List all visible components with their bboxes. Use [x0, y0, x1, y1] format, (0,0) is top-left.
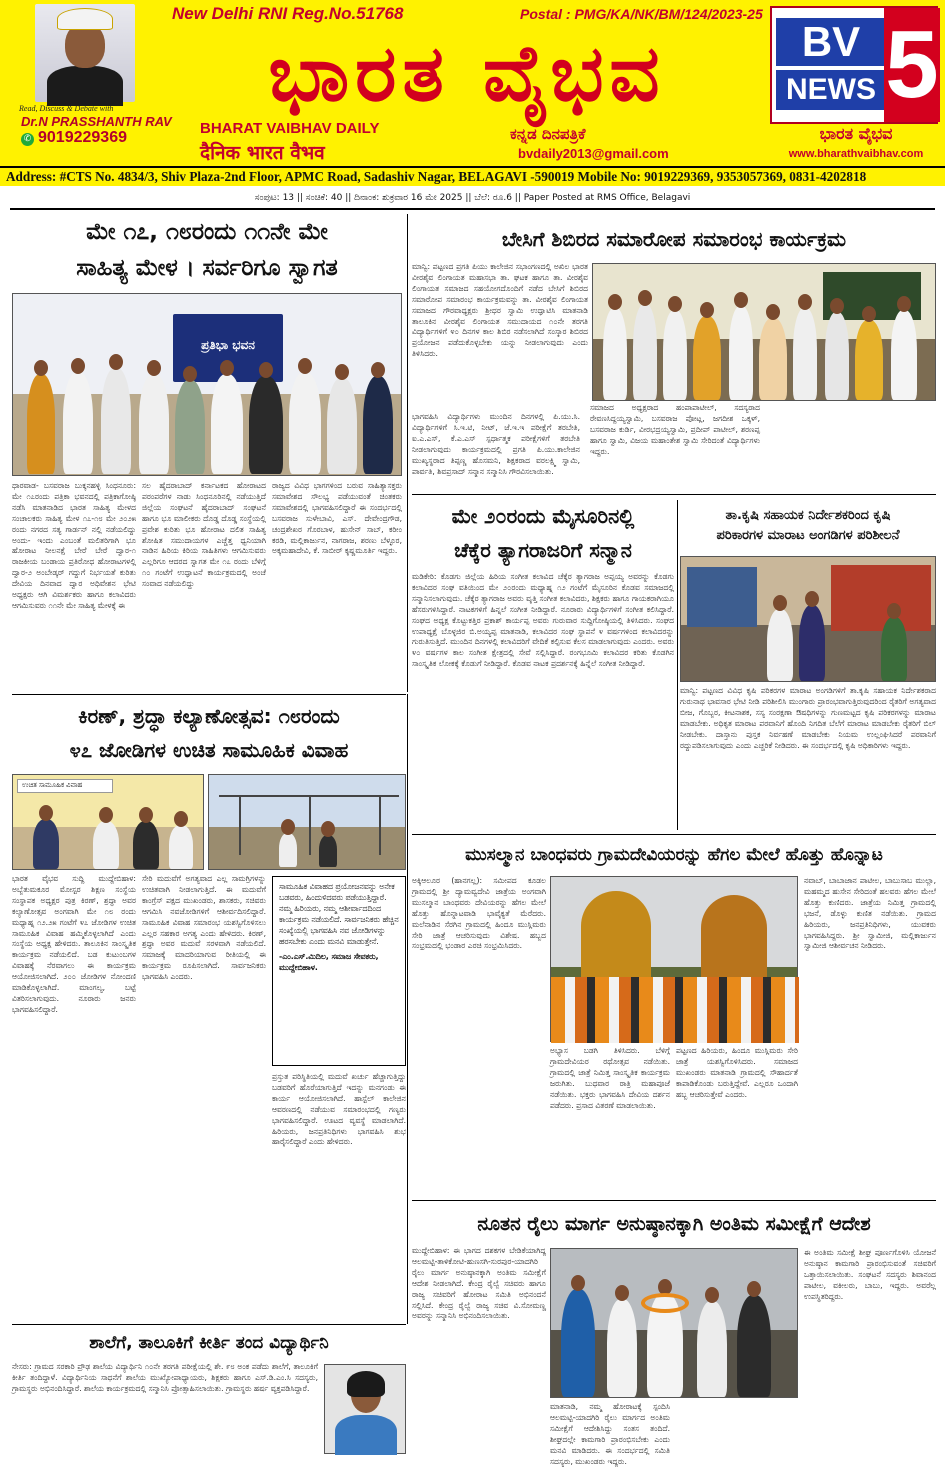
- quote-box: [272, 876, 406, 1066]
- whatsapp-icon: ✆: [21, 133, 34, 146]
- article-photo: [592, 263, 936, 401]
- rni-registration: New Delhi RNI Reg.No.51768: [172, 4, 404, 23]
- article-body: ಪಟ್ಟಣದ ಹಿರಿಯರು, ಹಿಂದೂ ಮುಸ್ಲಿಮರು ಸೇರಿ ಜಾತ್ರೆ ಯಶಸ್ವಿಗೊಳಿಸಿದರು. ಸಮಾಜದ ಮುಖಂಡರು ಮಾತನಾಡಿ ಗ್ರಾಮದಲ್ಲಿ ಸೌಹಾರ್ದತೆ ಕಾಪಾಡಿಕೊಂಡು ಬರುತ್ತಿದ್ದೇವೆ. ಎಲ್ಲರೂ ಒಂದಾಗಿ ಹಬ್ಬ ಆಚರಿಸುತ್ತೇವೆ ಎಂದರು.: [676, 1046, 798, 1099]
- article-photo: [12, 774, 204, 870]
- postal-registration: Postal : PMG/KA/NK/BM/124/2023-25: [520, 6, 763, 22]
- article-headline: ತಾ.ಕೃಷಿ ಸಹಾಯಕ ನಿರ್ದೇಶಕರಿಂದ ಕೃಷಿ: [725, 508, 891, 523]
- article-headline: ಶಾಲೆಗೆ, ತಾಲೂಕಿಗೆ ಕೀರ್ತಿ ತಂದ ವಿದ್ಯಾರ್ಥಿನಿ: [89, 1333, 329, 1353]
- quote-text: ಸಾಮೂಹಿಕ ವಿವಾಹದ ಪ್ರಯೋಜನವನ್ನು ಅನೇಕ ಬಡವರು, ಹಿಂದುಳಿದವರು ಪಡೆಯುತ್ತಿದ್ದಾರೆ. ನಮ್ಮ ಹಿರಿಯರು, ನಮ್ಮ ಆಶೀರ್ವಾದದಿಂದ ಕಾರ್ಯಕ್ರಮ ನಡೆಯಲಿದೆ. ಸಾರ್ವಜನಿಕರು ಹೆಚ್ಚಿನ ಸಂಖ್ಯೆಯಲ್ಲಿ ಭಾಗವಹಿಸಿ ನವ ಜೋಡಿಗಳನ್ನು ಹರಸಬೇಕು ಎಂದು ಮನವಿ ಮಾಡುತ್ತೇನೆ.: [279, 882, 399, 946]
- article-body: ಸಲ ಹೈದರಾಬಾದ್ ಕರ್ನಾಟಕದ ಹೋರಾಟದ ಪರಂಪರೆಗಳ ನಾಡು ಸಿಂಧನೂರಿನಲ್ಲಿ ನಡೆಯುತ್ತಿದೆ ಜಿಲ್ಲೆಯ ಸಂಘಟನೆ ಹೈದರಾಬಾದ್ ಸಂಘಟನೆ ಹಾಗೂ ಭೂ ಮಾಲೀಕರು ದೊಡ್ಡ ದೊಡ್ಡ ಸಂಸ್ಥೆಯಲ್ಲಿ ಪ್ರವೇಶ ಕುರಿತು ಭೂ ಹೋರಾಟ ದಲಿತ ಸಾಹಿತ್ಯ ಶೋಷಿತ ಸಮುದಾಯಗಳ ಎಚ್ಚೆತ್ತ ಧ್ವನಿಯಾಗಿ ನಾಡಿನ ಹಿರಿಯ ಕಿರಿಯ ಸಾಹಿತಿಗಳು ಆಗಮಿಸುವರು ಎಲ್ಲರಿಗೂ ಆದರದ ಸ್ವಾಗತ ಮೇ ೧೭ ರಂದು ಬೆಳಿಗ್ಗೆ ೧೦ ಗಂಟೆಗೆ ಉದ್ಘಾಟನೆ ಕಾರ್ಯಕ್ರಮದಲ್ಲಿ ಅಂಚೆ ಸಂವಾದ ನಡೆಯಲಿದ್ದು: [142, 481, 266, 589]
- newspaper-title: ಭಾರತ ವೈಭವ: [268, 29, 666, 119]
- issue-info: ಸಂಪುಟ: 13 || ಸಂಚಿಕೆ: 40 || ದಿನಾಂಕ: ಶುಕ್ರವಾರ 16 ಮೇ 2025 || ಬೆಲೆ: ರೂ.6 || Paper Posted at RMS Office, Belagavi: [254, 193, 691, 203]
- email[interactable]: bvdaily2013@gmail.com: [518, 146, 669, 161]
- article-body: ಸಮಾಜದ ಅಧ್ಯಕ್ಷರಾದ ಹಂಪಾಪಾಟೀಲ್, ಸದಸ್ಯರಾದ ರೇವಣಸಿದ್ದಯ್ಯಸ್ವಾಮಿ, ಬಸವರಾಜ ಪೋಟ್ಲ, ಜಗದೀಶ ಒಕ್ಕಳ್, ಬಸವರಾಜ ಕುರ್ಡಿ, ವೀರಭದ್ರಯ್ಯಸ್ವಾಮಿ, ಪ್ರದೀಪ್ ಪಾಟೀಲ್, ಶರಣಪ್ಪ ಹಾಗೂ ಸ್ವಾಮಿ, ವಿಜಯ ಮಹಾಂತೇಶ ಸ್ವಾಮಿ ಸೇರಿದಂತೆ ವಿದ್ಯಾರ್ಥಿಗಳು ಇದ್ದರು.: [590, 403, 760, 456]
- banner-text: ಪ್ರತಿಭಾ ಭವನ: [201, 338, 255, 352]
- article-headline: ಮುಸಲ್ಮಾನ ಬಾಂಧವರು ಗ್ರಾಮದೇವಿಯರನ್ನು ಹೆಗಲ ಮೇಲೆ ಹೊತ್ತು ಹೊನ್ನಾಟ: [465, 845, 883, 865]
- article-headline: ಬೇಸಿಗೆ ಶಿಬಿರದ ಸಮಾರೋಪ ಸಮಾರಂಭ ಕಾರ್ಯಕ್ರಮ: [501, 227, 847, 251]
- shelf: [687, 567, 757, 627]
- address-bar: Address: #CTS No. 4834/3, Shiv Plaza-2nd Floor, APMC Road, Sadashiv Nagar, BELAGAVI -590019 Mobile No: 9019229369, 9353057369, 0831-4202818: [0, 166, 945, 186]
- article-photo: [208, 774, 406, 870]
- owner-photo: [35, 4, 135, 102]
- article-headline: ಮೇ ೧೭, ೧೮ರಂದು ೧೧ನೇ ಮೇ: [86, 219, 328, 245]
- quote-credit: -ಎಂ.ಎಸ್.ಮಿದಿಲ, ಸಮಾಜ ಸೇವಕರು, ಮುದ್ದೇಬಿಹಾಳ.: [279, 952, 379, 972]
- column-divider: [407, 694, 408, 1324]
- article-body: ಅಕ್ಕಿಆಲೂರ (ಹಾನಗಲ್ಲ): ಸಮೀಪದ ಕೂಡಲ ಗ್ರಾಮದಲ್ಲಿ ಶ್ರೀ ದ್ಯಾಮವ್ವದೇವಿ ಜಾತ್ರೆಯ ಅಂಗವಾಗಿ ಮುಸಲ್ಮಾನ ಬಾಂಧವರು ದೇವಿಯರನ್ನು ಹೆಗಲ ಮೇಲೆ ಹೊತ್ತು ಹೊನ್ನಾಟವಾಡಿ ಭಾವೈಕ್ಯತೆ ಮೆರೆದರು. ಮಲೆನಾಡಿನ ಸೆರಗಿನ ಗ್ರಾಮದಲ್ಲಿ ಹಿಂದೂ ಮುಸ್ಲಿಮರು ಸೇರಿ ಜಾತ್ರೆ ಆಚರಿಸುವುದು ವಿಶೇಷ. ಹಬ್ಬದ ಸಂಭ್ರಮದಲ್ಲಿ ಭಂಡಾರ ಎರಚಿ ಸಂಭ್ರಮಿಸಿದರು.: [412, 876, 546, 951]
- divider: [412, 1200, 936, 1201]
- article-headline: ಮೇ ೨೦ರಂದು ಮೈಸೂರಿನಲ್ಲಿ: [451, 504, 635, 528]
- deity-palanquin: [581, 891, 651, 981]
- article-body: ಈ ಅಂತಿಮ ಸಮೀಕ್ಷೆ ಶೀಘ್ರ ಪೂರ್ಣಗೊಳಿಸಿ ಯೋಜನೆ ಅನುಷ್ಠಾನ ಕಾಮಗಾರಿ ಪ್ರಾರಂಭಿಸುವಂತೆ ಸಚಿವರಿಗೆ ಒತ್ತಾಯಿಸಲಾಯಿತು. ಸಂಘಟನೆ ಸದಸ್ಯರು ಶಿವಾನಂದ ಪಾಟೀಲ, ವಕೀಲರು, ಬಾಬು, ಇದ್ದರು. ಅವರೆಲ್ಲ ಉಪಸ್ಥಿತರಿದ್ದರು.: [804, 1248, 936, 1301]
- article-body: ಮಡಿಕೇರಿ: ಕೊಡಗು ಜಿಲ್ಲೆಯ ಹಿರಿಯ ಸಂಗೀತ ಕಲಾವಿದ ಚೆಕ್ಕೆರ ತ್ಯಾಗರಾಜ ಅಪ್ಪಯ್ಯ ಅವರನ್ನು ಕೊಡಗು ಕಲಾವಿದರ ಸಂಘ ವತಿಯಿಂದ ಮೇ ೨೦ರಂದು ಮಧ್ಯಾಹ್ನ ೧೨ ಗಂಟೆಗೆ ಮೈಸೂರಿನ ಕೊಡವ ಸಮಾಜದಲ್ಲಿ ಸನ್ಮಾನಿಸಲಾಗುವುದು. ಚೆಕ್ಕೆರ ತ್ಯಾಗರಾಜ ಅವರು ವೃತ್ತಿ ಸಂಗೀತ ಕಲಾವಿದರು, ಶಿಕ್ಷಕರು ಹಾಗೂ ಗಾಯಕರಾಗಿಯೂ ಹೆಸರುಗಳಿಸಿದ್ದಾರೆ. ನಾಟಕಗಳಿಗೆ ಹಿನ್ನಲೆ ಸಂಗೀತ ನೀಡಿದ್ದಾರೆ. ನೂರಾರು ವಿದ್ಯಾರ್ಥಿಗಳಿಗೆ ಸಂಗೀತ ಕಲಿಸಿದ್ದಾರೆ. ಸಂಘದ ಅಧ್ಯಕ್ಷ ಕೊಟ್ಟುಕತ್ತಿರ ಪ್ರಕಾಶ್ ಕಾರ್ಯಪ್ಪ ಅವರು ಗುರುವಾರ ಸುದ್ದಿಗೋಷ್ಠಿಯಲ್ಲಿ ತಿಳಿಸಿದರು. ಸಂಘದ ಉಪಾಧ್ಯಕ್ಷೆ ಬೊಳ್ಳಜಿರ ಬಿ.ಅಯ್ಯಪ್ಪ ಮಾತನಾಡಿ, ಕಲಾವಿದರ ಸಂಘ ಸ್ಥಾಪನೆ ೪ ವರ್ಷಗಳಿಂದ ಕಲಾವಿದರನ್ನು ಗುರುತಿಸುತ್ತಿದೆ. ಮುಂದಿನ ದಿನಗಳಲ್ಲಿ ಕಲಾವಿದರಿಗೆ ವೇದಿಕೆ ಕಲ್ಪಿಸುವ ಕೆಲಸ ಮಾಡಲಾಗುವುದು ಎಂದರು. ಅವರು ೪೦ ವರ್ಷಗಳ ಕಾಲ ಸಂಗೀತ ಕ್ಷೇತ್ರದಲ್ಲಿ ಸೇವೆ ಸಲ್ಲಿಸಿದ್ದಾರೆ. ರಂಗಭೂಮಿ ಕಲಾವಿದರ ಕರಿತು ಕೊಡಗಿನ ಸಾಂಸ್ಕೃತಿಕ ಲೋಕಕ್ಕೆ ಕೊಡುಗೆ ನೀಡಿದ್ದಾರೆ. ಕೊಡವ ನಾಟಕ ಪ್ರದರ್ಶನಕ್ಕೆ ಹಿನ್ನೆಲೆ ಸಂಗೀತ ನೀಡಿದ್ದಾರೆ.: [412, 572, 674, 669]
- logo-news-text: NEWS: [776, 70, 886, 110]
- article-body: ಧಾರವಾಡ- ಬಸವರಾಜ ಬುಕ್ಕನಹಳ್ಳಿ ಸಿಂಧನೂರು: ಮೇ ೧೭ರಂದು ಪತ್ರಿಕಾ ಭವನದಲ್ಲಿ ಪತ್ರಿಕಾಗೋಷ್ಠಿ ನಡೆಸಿ ಮಾತನಾಡಿದ ಭಾರತ ಸಾಹಿತ್ಯ ಮೇಳದ ಸಂಚಾಲಕರು ಸಾಹಿತ್ಯ ಮೇಳ ೧೭-೧೮ ಮೇ ೨೦೨೫ ರಂದು ನಗರದ ಸತ್ಯ ಗಾರ್ಡನ್ ನಲ್ಲಿ ನಡೆಯಲಿದ್ದು ಅಂದು- ಇಂದು ಎಂಬಂತೆ ಮಲಿತರಿಗಾಗಿ ಭೂ ಹೋರಾಟ ನೀಲನಕ್ಷೆ ಬೇರೆ ಬೇರೆ ದ್ವಾರ-೧ ರಾಜಕೀಯ ಬಂಡಾಯ ಪ್ರತಿರೋಧ ಹೋರಾಟಗಳಲ್ಲಿ ದ್ವಾರ-೨ ಅಂಬೇಡ್ಕರ್ ಗದ್ದುಗೆ ನಿರ್ಭಯತೆ ಕುರಿತು ದೇವಿಯ ದಿನವಾದ ದ್ವಾರ ಅಧಿವೇಶನ ಭೇಟಿ ಅಧ್ಯಕ್ಷರು ಆಗಿ ವಿಮರ್ಶಕರು ಹಾಗೂ ಕಲಾವಿದರು ಆಗಮಿಸುವರು ೧೧ನೇ ಮೇ ಸಾಹಿತ್ಯ ಮೇಳಕ್ಕೆ ಈ: [12, 481, 136, 610]
- newspaper-title-english: BHARAT VAIBHAV DAILY: [200, 120, 380, 137]
- article-headline: ಪರಿಕಾರಗಳ ಮಾರಾಟ ಅಂಗಡಿಗಳ ಪರಿಶೀಲನೆ: [716, 528, 900, 543]
- column-divider: [407, 214, 408, 692]
- owner-tagline: Read, Discuss & Debate with: [19, 104, 114, 113]
- article-headline: ೪೭ ಜೋಡಿಗಳ ಉಚಿತ ಸಾಮೂಹಿಕ ವಿವಾಹ: [69, 738, 349, 762]
- photo-banner: ಉಚಿತ ಸಾಮೂಹಿಕ ವಿವಾಹ: [17, 779, 113, 793]
- article-body: ಮುದ್ದೇಬಿಹಾಳ: ಈ ಭಾಗದ ದಶಕಗಳ ಬೇಡಿಕೆಯಾಗಿದ್ದ ಆಲಮಟ್ಟಿ-ತಾಳಿಕೋಟಿ-ಹುಣಸಗಿ-ಸುರಪುರ-ಯಾದಗಿರಿ ರೈಲು ಮಾರ್ಗ ಅನುಷ್ಠಾನಕ್ಕಾಗಿ ಅಂತಿಮ ಸಮೀಕ್ಷೆಗೆ ಆದೇಶ ನೀಡಲಾಗಿದೆ. ಕೇಂದ್ರ ರೈಲ್ವೆ ಸಚಿವರು ಹಾಗೂ ರಾಜ್ಯ ಸಚಿವರಿಗೆ ಹೋರಾಟ ಸಮಿತಿ ಅಭಿನಂದನೆ ಸಲ್ಲಿಸಿದೆ. ಕೇಂದ್ರ ರೈಲ್ವೆ ರಾಜ್ಯ ಸಚಿವ ವಿ.ಸೋಮಣ್ಣ ಅವರನ್ನು ಸನ್ಮಾನಿಸಿ ಅಭಿನಂದಿಸಲಾಯಿತು.: [412, 1246, 546, 1321]
- article-headline: ಕಿರಣ್, ಶ್ರದ್ಧಾ ಕಲ್ಯಾಣೋತ್ಸವ: ೧೮ರಂದು: [78, 704, 340, 728]
- shelf: [831, 565, 931, 631]
- article-body: ನೇಸರು: ಗ್ರಾಮದ ಸರಕಾರಿ ಪ್ರೌಢ ಶಾಲೆಯ ವಿದ್ಯಾರ್ಥಿನಿ ೧೦ನೇ ತರಗತಿ ಪರೀಕ್ಷೆಯಲ್ಲಿ ಶೇ. ೯೮ ಅಂಕ ಪಡೆದು ಶಾಲೆಗೆ, ತಾಲೂಕಿಗೆ ಕೀರ್ತಿ ತಂದಿದ್ದಾಳೆ. ವಿದ್ಯಾರ್ಥಿನಿಯ ಸಾಧನೆಗೆ ಶಾಲೆಯ ಮುಖ್ಯೋಪಾಧ್ಯಾಯರು, ಶಿಕ್ಷಕರು ಹಾಗೂ ಎಸ್.ಡಿ.ಎಂ.ಸಿ ಸದಸ್ಯರು, ಗ್ರಾಮಸ್ಥರು ಅಭಿನಂದಿಸಿದ್ದಾರೆ. ಶಾಲೆಯ ಕಾರ್ಯಕ್ರಮದಲ್ಲಿ ಸನ್ಮಾನಿಸಿ ಪ್ರೋತ್ಸಾಹಿಸಲಾಯಿತು. ಗ್ರಾಮಸ್ಥರು ಹರ್ಷ ವ್ಯಕ್ತಪಡಿಸಿದ್ದಾರೆ.: [12, 1362, 318, 1393]
- owner-box: [7, 4, 172, 164]
- website-link[interactable]: www.bharathvaibhav.com: [788, 148, 924, 160]
- newspaper-title-hindi: दैनिक भारत वैभव: [200, 142, 325, 164]
- deity-palanquin: [701, 895, 767, 981]
- owner-name: Dr.N PRASSHANTH RAV: [21, 114, 172, 129]
- article-body: ಪ್ರಸ್ತುತ ಪರಿಸ್ಥಿತಿಯಲ್ಲಿ ಮದುವೆ ಖರ್ಚು ಹೆಚ್ಚಾಗುತ್ತಿದ್ದು ಬಡವರಿಗೆ ಹೊರೆಯಾಗುತ್ತಿದೆ ಇದನ್ನು ಮನಗಂಡು ಈ ಕಾರ್ಯ ಆಯೋಜಿಸಲಾಗಿದೆ. ಹಾಸ್ಟೆಲ್ ಕಾಲೇಜಿನ ಆವರಣದಲ್ಲಿ ನಡೆಯುವ ಸಮಾರಂಭದಲ್ಲಿ ಗಣ್ಯರು ಭಾಗವಹಿಸಲಿದ್ದಾರೆ. ಊಟದ ವ್ಯವಸ್ಥೆ ಮಾಡಲಾಗಿದೆ. ಹಿರಿಯರು, ಜನಪ್ರತಿನಿಧಿಗಳು ಭಾಗವಹಿಸಿ ಶುಭ ಹಾರೈಸಲಿದ್ದಾರೆ ಎಂದು ಹೇಳಿದರು.: [272, 1072, 406, 1147]
- article-photo: [12, 293, 402, 476]
- article-body: ಸೇರಿ ಮದುವೆಗೆ ಅಗತ್ಯವಾದ ಎಲ್ಲ ಸಾಮಗ್ರಿಗಳನ್ನು ಉಚಿತವಾಗಿ ನೀಡಲಾಗುತ್ತಿದೆ. ಈ ಮದುವೆಗೆ ಕಾಂಗ್ರೆಸ್ ಪಕ್ಷದ ಮುಖಂಡರು, ಶಾಸಕರು, ಸಚಿವರು ಆಗಮಿಸಿ ನವಜೋಡಿಗಳಿಗೆ ಆಶೀರ್ವದಿಸಲಿದ್ದಾರೆ. ಸಾಮೂಹಿಕ ವಿವಾಹ ಸಮಾರಂಭ ಯಶಸ್ವಿಗೊಳಿಸಲು ಎಲ್ಲರ ಸಹಕಾರ ಅಗತ್ಯ ಎಂದು ಹೇಳಿದರು. ಕಿರಣ್, ಶ್ರದ್ಧಾ ಅವರ ಮದುವೆ ಸರಳವಾಗಿ ನಡೆಯಲಿದೆ. ಸಮಾಜಕ್ಕೆ ಮಾದರಿಯಾಗುವ ರೀತಿಯಲ್ಲಿ ಈ ಕಾರ್ಯಕ್ರಮ ರೂಪಿಸಲಾಗಿದೆ. ಸಾರ್ವಜನಿಕರು ಭಾಗವಹಿಸಿ ಎಂದರು.: [142, 874, 266, 982]
- article-photo: [550, 1248, 798, 1398]
- article-headline: ನೂತನ ರೈಲು ಮಾರ್ಗ ಅನುಷ್ಠಾನಕ್ಕಾಗಿ ಅಂತಿಮ ಸಮೀಕ್ಷೆಗೆ ಆದೇಶ: [477, 1213, 871, 1235]
- student-photo: [324, 1364, 406, 1454]
- article-body: ಅಭ್ಯಾಸ ಬಡಗಿ ತಿಳಿಸಿದರು. ಬೆಳಿಗ್ಗೆ ಗ್ರಾಮದೇವಿಯರ ರಥೋತ್ಸವ ನಡೆಯಿತು. ಗ್ರಾಮದಲ್ಲಿ ಜಾತ್ರೆ ನಿಮಿತ್ತ ಸಾಂಸ್ಕೃತಿಕ ಕಾರ್ಯಕ್ರಮ ಜರುಗಿತು. ಬುಧವಾರ ರಾತ್ರಿ ಮಹಾಪೂಜೆ ನಡೆಯಿತು. ಭಕ್ತರು ಭಾಗವಹಿಸಿ ದೇವಿಯ ದರ್ಶನ ಪಡೆದರು. ಪ್ರಸಾದ ವಿತರಣೆ ಮಾಡಲಾಯಿತು.: [550, 1046, 670, 1110]
- bv5-news-logo: [770, 6, 938, 124]
- article-body: ಮಾತನಾಡಿ, ನಮ್ಮ ಹೋರಾಟಕ್ಕೆ ಸ್ಪಂದಿಸಿ ಆಲಮಟ್ಟಿ-ಯಾದಗಿರಿ ರೈಲು ಮಾರ್ಗದ ಅಂತಿಮ ಸಮೀಕ್ಷೆಗೆ ಆದೇಶಿಸಿದ್ದು ಸಂತಸ ತಂದಿದೆ. ಶೀಘ್ರದಲ್ಲೇ ಕಾಮಗಾರಿ ಪ್ರಾರಂಭಿಸಬೇಕು ಎಂದು ಮನವಿ ಮಾಡಿದರು. ಈ ಸಂದರ್ಭದಲ್ಲಿ ಸಮಿತಿ ಸದಸ್ಯರು, ಮುಖಂಡರು ಇದ್ದರು.: [550, 1402, 670, 1466]
- divider: [10, 208, 935, 210]
- column-divider: [677, 500, 678, 830]
- article-body: ಮಾನ್ವಿ: ಪಟ್ಟಣದ ಪ್ರಗತಿ ಪಿಯು ಕಾಲೇಜಿನ ಸಭಾಂಗಣದಲ್ಲಿ ಅಖಿಲ ಭಾರತ ವೀರಶೈವ ಲಿಂಗಾಯತ ಮಹಾಸಭಾ ತಾ. ಘಟಕ ಹಾಗೂ ತಾ. ವೀರಶೈವ ಲಿಂಗಾಯತ ಸಮಾಜದ ಸಹಯೋಗದೊಂದಿಗೆ ನಡೆದ ಬೇಸಿಗೆ ಶಿಬಿರದ ಸಮಾರೋಪ ಸಮಾರಂಭ ಕಾರ್ಯಕ್ರಮವನ್ನು ತಾ. ವೀರಶೈವ ಲಿಂಗಾಯತ ಸಮಾಜದ ಗೌರವಾಧ್ಯಕ್ಷರು ಶ್ರೀಧರ ಸ್ವಾಮಿ ಉದ್ಘಾಟಿಸಿ ಮಾತನಾಡಿ ತಾಲೂಕಿನ ವೀರಶೈವ ಲಿಂಗಾಯತ ಸಮುದಾಯದ ೧೦ನೇ ತರಗತಿ ವಿದ್ಯಾರ್ಥಿಗಳಿಗೆ ೪೦ ದಿನಗಳ ಕಾಲ ಶಿಬಿರ ನಡೆಸಲಾಗಿದೆ ಸಂಸ್ಕಾರ ಶಿಬಿರದ ಪ್ರಯೋಜನ ಪಡೆದುಕೊಳ್ಳಬೇಕು ಯನ್ನು ನೀಡಲಾಗುವುದು ಎಂದು ತಿಳಿಸಿದರು.: [412, 262, 588, 359]
- logo-bv-text: BV: [776, 18, 886, 66]
- masthead: [0, 0, 945, 186]
- divider: [412, 494, 936, 495]
- divider: [12, 694, 406, 695]
- divider: [412, 834, 936, 835]
- garland: [641, 1293, 689, 1313]
- article-body: ಭಾಗವಹಿಸಿ ವಿದ್ಯಾರ್ಥಿಗಳು ಮುಂದಿನ ದಿನಗಳಲ್ಲಿ ಪಿ.ಯು.ಸಿ. ವಿದ್ಯಾರ್ಥಿಗಳಿಗೆ ಸಿ.ಇ.ಟಿ, ನೀಟ್, ಜೆ.ಇ.ಇ ಪರೀಕ್ಷೆಗೆ ತರಬೇತಿ, ಐ.ಎ.ಎಸ್, ಕೆ.ಎ.ಎಸ್ ಸ್ಪರ್ಧಾತ್ಮಕ ಪರೀಕ್ಷೆಗಳಿಗೆ ತರಬೇತಿ ನೀಡಲಾಗುವುದು ಕಾರ್ಯಕ್ರಮದಲ್ಲಿ ಪ್ರಗತಿ ಪಿ.ಯು.ಕಾಲೇಜಿನ ಮುಖ್ಯಸ್ಥರಾದ ತಿಪ್ಪಣ್ಣ ಹೊಸಮನಿ, ಶಿಕ್ಷಕರಾದ ವರಲಕ್ಷ್ಮಿ ಸ್ವಾಮಿ, ಪಾರ್ವತಿ, ಶಿವಪ್ರಸಾದ್ ಸನ್ಮಾನ ಸನ್ಮಾನಿಸಿ ಗೌರವಿಸಲಾಯಿತು.: [412, 412, 580, 476]
- article-body: ನವಾಬ್, ಬಾಬಾಜಾನ ಪಾಟೀಲ, ಬಾಬುಸಾಬ ಮುಲ್ಲಾ, ಮಹಮ್ಮದ ಹುಸೇನ ಸೇರಿದಂತೆ ಹಲವರು ಹೆಗಲ ಮೇಲೆ ಹೊತ್ತು ಕುಣಿದರು. ಜಾತ್ರೆಯ ನಿಮಿತ್ತ ಗ್ರಾಮದಲ್ಲಿ ಭಜನೆ, ಡೊಳ್ಳು ಕುಣಿತ ನಡೆಯಿತು. ಗ್ರಾಮದ ಹಿರಿಯರು, ಜನಪ್ರತಿನಿಧಿಗಳು, ಯುವಕರು ಭಾಗವಹಿಸಿದ್ದರು. ಶ್ರೀ ಸ್ವಾಮೀಜಿ, ಮಲ್ಲಿಕಾರ್ಜುನ ಸ್ವಾಮೀಜಿ ಆಶೀರ್ವಚನ ನೀಡಿದರು.: [804, 876, 936, 951]
- logo-kannada-title: ಭಾರತ ವೈಭವ: [819, 124, 893, 143]
- article-photo: [680, 556, 936, 682]
- logo-five-text: 5: [884, 8, 940, 122]
- article-body: ಭಾರತ ವೈಭವ ಸುದ್ದಿ ಮುದ್ದೇಬಿಹಾಳ: ಅಬ್ಬೆತುಮಕೂರ ಮೋಸ್ಟರ ಶಿಕ್ಷಣ ಸಂಸ್ಥೆಯ ಸಂಸ್ಥಾಪಕ ಅಧ್ಯಕ್ಷರ ಪುತ್ರ ಕಿರಣ್, ಶ್ರದ್ಧಾ ಅವರ ಕಲ್ಯಾಣೋತ್ಸವ ಅಂಗವಾಗಿ ಮೇ ೧೮ ರಂದು ಮಧ್ಯಾಹ್ನ ೧೨.೨೫ ಗಂಟೆಗೆ ೪೭ ಜೋಡಿಗಳ ಉಚಿತ ಸಾಮೂಹಿಕ ವಿವಾಹ ಹಮ್ಮಿಕೊಳ್ಳಲಾಗಿದೆ ಎಂದು ಸಂಸ್ಥೆಯ ಅಧ್ಯಕ್ಷ ಹೇಳಿದರು. ತಾಲೂಕಿನ ಸಾಂಸ್ಕೃತಿಕ ಕಾರ್ಯಕ್ರಮ ನಡೆಯಲಿದೆ. ಬಡ ಕುಟುಂಬಗಳ ವಿವಾಹಕ್ಕೆ ನೆರವಾಗಲು ಈ ಕಾರ್ಯಕ್ರಮ ಆಯೋಜಿಸಲಾಗಿದೆ. ೨೦೦ ಜೋಡಿಗಳ ನೋಂದಣಿ ಮಾಡಿಕೊಳ್ಳಲಾಗಿದೆ. ಮಾಂಗಲ್ಯ, ಬಟ್ಟೆ ವಿತರಿಸಲಾಗುವುದು. ನೂರಾರು ಜನರು ಭಾಗವಹಿಸಲಿದ್ದಾರೆ.: [12, 874, 136, 1014]
- article-photo: [550, 876, 798, 1042]
- article-headline: ಸಾಹಿತ್ಯ ಮೇಳ । ಸರ್ವರಿಗೂ ಸ್ವಾಗತ: [76, 255, 338, 281]
- owner-phone: 9019229369: [38, 129, 127, 146]
- article-body: ರಾಜ್ಯದ ವಿವಿಧ ಭಾಗಗಳಿಂದ ಬರುವ ಸಾಹಿತ್ಯಾಸಕ್ತರು ಸಮಾವೇಶದ ಸೌಲಭ್ಯ ಪಡೆಯುವಂತೆ ಚಿಂತಕರು ಸಮಾವೇಶದಲ್ಲಿ ಭಾಗವಹಿಸಲಿದ್ದಾರೆ ಈ ಸಂದರ್ಭದಲ್ಲಿ ಬಸವರಾಜ ಸುಳೇಬಾವಿ, ಎಸ್. ದೇವೇಂದ್ರಗೌಡ, ಚಂದ್ರಶೇಖರ ಗೊರಬಾಳ, ಹುಸೇನ್ ಸಾಬ್, ಕರೀಂ ಕರಡಿ, ಮಲ್ಲಿಕಾರ್ಜುನ, ನಾಗರಾಜ, ಶರಣು ಬೆಳ್ಳೂರ, ಅಕ್ಕಮಹಾದೇವಿ, ಕೆ. ಸಾಬೀರ್ ಕೃಷ್ಣಮೂರ್ತಿ ಇದ್ದರು.: [272, 481, 402, 556]
- divider: [12, 1324, 406, 1325]
- article-headline: ಚೆಕ್ಕೆರ ತ್ಯಾಗರಾಜರಿಗೆ ಸನ್ಮಾನ: [454, 538, 632, 562]
- article-body: ಮಾನ್ವಿ: ಪಟ್ಟಣದ ವಿವಿಧ ಕೃಷಿ ಪರಿಕರಗಳ ಮಾರಾಟ ಅಂಗಡಿಗಳಿಗೆ ತಾ.ಕೃಷಿ ಸಹಾಯಕ ನಿರ್ದೇಶಕರಾದ ಗುರುನಾಥ ಭಾವಸಾರ ಭೇಟಿ ನೀಡಿ ಪರಿಶೀಲಿಸಿ ಮುಂಗಾರು ಪ್ರಾರಂಭವಾಗುತ್ತಿರುವುದರಿಂದ ರೈತರಿಗೆ ಅಗತ್ಯವಾದ ಬೀಜ, ಗೊಬ್ಬರ, ಕೀಟನಾಶಕ, ಸಸ್ಯ ಸಂರಕ್ಷಣಾ ಔಷಧಿಗಳನ್ನು ಗುಣಮಟ್ಟದ ಕೃಷಿ ಪರಿಕರಗಳನ್ನು ಮಾರಾಟ ಮಾಡಬೇಕು. ಅಧಿಕೃತ ಮಾರಾಟ ಪರವಾನಿಗೆ ಹೊಂದಿ ನಿಗದಿತ ಬೆಲೆಗೆ ಮಾರಾಟ ಮಾಡಬೇಕು ರೈತರಿಗೆ ಬಿಲ್ ನೀಡಬೇಕು. ದಾಸ್ತಾನು ಪುಸ್ತಕ ನಿರ್ವಹಣೆ ಮಾಡಬೇಕು ನಿಯಮ ಉಲ್ಲಂಘಿಸಿದರೆ ಪರವಾನಿಗೆ ರದ್ದುಪಡಿಸಲಾಗುವುದು ಎಂದು ಎಚ್ಚರಿಕೆ ನೀಡಿದರು. ಈ ಸಂದರ್ಭದಲ್ಲಿ ಕೃಷಿ ಅಧಿಕಾರಿಗಳು ಇದ್ದರು.: [680, 686, 936, 750]
- kannada-daily-label: ಕನ್ನಡ ದಿನಪತ್ರಿಕೆ: [510, 125, 586, 143]
- crowd: [551, 977, 799, 1043]
